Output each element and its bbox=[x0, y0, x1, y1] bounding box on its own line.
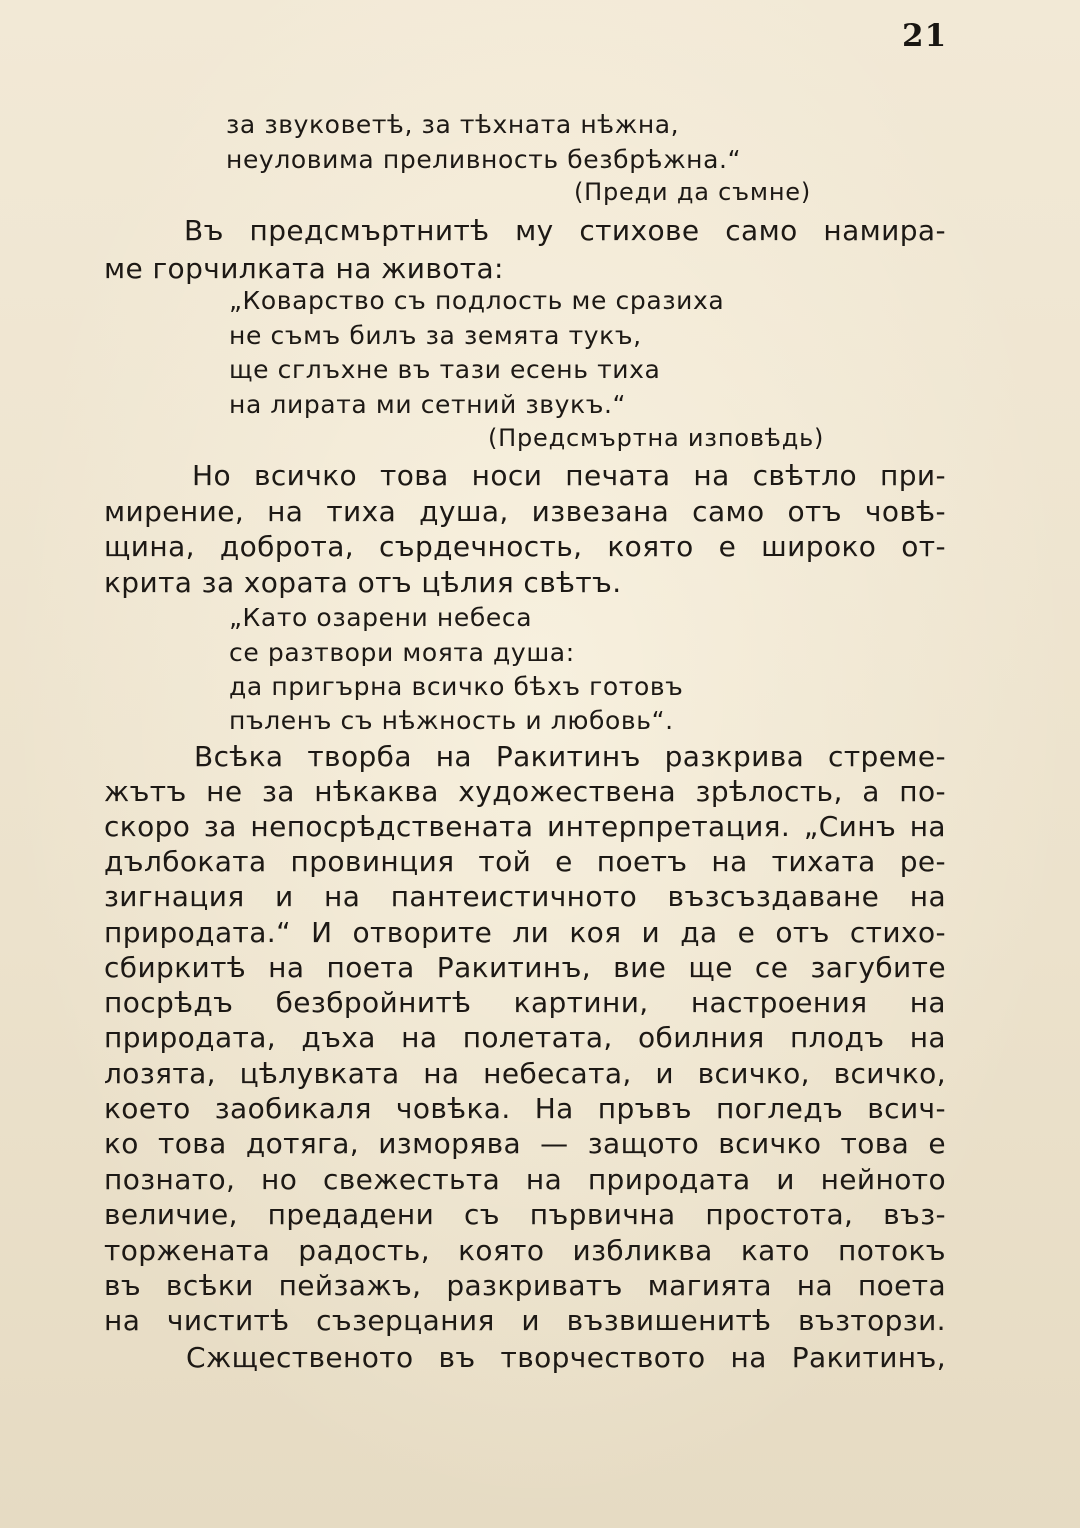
text-line: мирение, на тиха душа, извезана само отъ човѣ- bbox=[104, 495, 946, 528]
text-line: сбиркитѣ на поета Ракитинъ, вие ще се загубите bbox=[104, 951, 946, 984]
text-line: жътъ не за нѣкаква художествена зрѣлость, а по- bbox=[104, 775, 946, 808]
verse-line: пъленъ съ нѣжность и любовь“. bbox=[229, 706, 674, 735]
text-line: величие, предадени съ първична простота, въз- bbox=[104, 1198, 946, 1231]
text-line: скоро за непосрѣдствената интерпретация. „Синъ на bbox=[104, 810, 946, 843]
text-line: на чиститѣ съзерцания и възвишенитѣ възторзи. bbox=[104, 1304, 946, 1337]
text-line: което заобикаля човѣка. На пръвъ погледъ всич- bbox=[104, 1092, 946, 1125]
text-line: Сжщественото въ творчеството на Ракитинъ, bbox=[186, 1341, 946, 1374]
verse-line: се разтвори моята душа: bbox=[229, 638, 575, 667]
verse-line: да пригърна всичко бѣхъ готовъ bbox=[229, 672, 684, 701]
text-line: познато, но свежестьта на природата и нейното bbox=[104, 1163, 946, 1196]
text-line: лозята, цѣлувката на небесата, и всичко, всичко, bbox=[104, 1057, 946, 1090]
text-line: зигнация и на пантеистичното възсъздаване на bbox=[104, 880, 946, 913]
text-line: Всѣка творба на Ракитинъ разкрива стреме- bbox=[194, 740, 946, 773]
text-line: природата.“ И отворите ли коя и да е отъ стихо- bbox=[104, 916, 946, 949]
verse-line: неуловима преливность безбрѣжна.“ bbox=[226, 145, 742, 174]
text-line: дълбоката провинция той е поетъ на тихата ре- bbox=[104, 845, 946, 878]
text-line: крита за хората отъ цѣлия свѣтъ. bbox=[104, 566, 622, 599]
quote-source: (Преди да съмне) bbox=[574, 178, 812, 206]
text-line: торжената радость, която избликва като потокъ bbox=[104, 1234, 946, 1267]
text-line: посрѣдъ безбройнитѣ картини, настроения на bbox=[104, 986, 946, 1019]
verse-line: за звуковетѣ, за тѣхната нѣжна, bbox=[226, 110, 680, 139]
page-number: 21 bbox=[902, 18, 948, 54]
text-line: Въ предсмъртнитѣ му стихове само намира- bbox=[184, 214, 946, 247]
text-line: ме горчилката на живота: bbox=[104, 252, 504, 285]
quote-source: (Предсмъртна изповѣдь) bbox=[488, 424, 825, 452]
text-line: ко това дотяга, изморява — защото всичко това е bbox=[104, 1127, 946, 1160]
verse-line: „Като озарени небеса bbox=[229, 603, 533, 632]
verse-line: ще сглъхне въ тази есень тиха bbox=[229, 355, 661, 384]
verse-line: не съмъ билъ за земята тукъ, bbox=[229, 321, 642, 350]
text-line: природата, дъха на полетата, обилния плодъ на bbox=[104, 1021, 946, 1054]
text-line: Но всичко това носи печата на свѣтло при- bbox=[192, 459, 946, 492]
text-line: въ всѣки пейзажъ, разкриватъ магията на поета bbox=[104, 1269, 946, 1302]
verse-line: „Коварство съ подлость ме сразиха bbox=[229, 286, 725, 315]
text-line: щина, доброта, сърдечность, която е широко от- bbox=[104, 530, 946, 563]
verse-line: на лирата ми сетний звукъ.“ bbox=[229, 390, 627, 419]
